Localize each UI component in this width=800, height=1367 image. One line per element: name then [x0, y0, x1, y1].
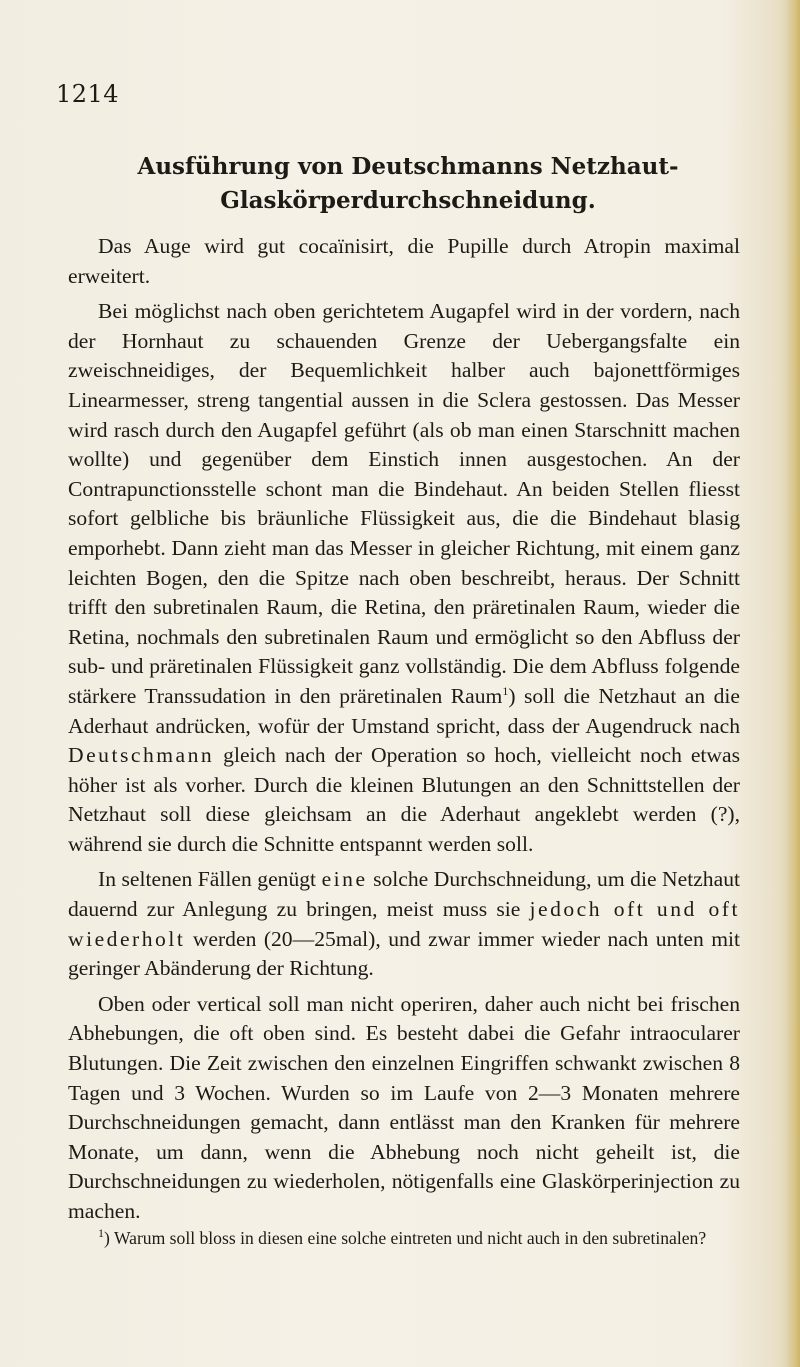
paragraph-3 [68, 865, 740, 983]
paragraph-1: Das Auge wird gut cocaïnisirt, die Pupille durch Atropin maximal erweitert. [68, 234, 740, 288]
section-title: Ausführung von Deutschmanns Netzhaut-Glaskörperdurchschneidung. [137, 153, 679, 214]
body-text [68, 232, 740, 1233]
paragraph-3-part-a: In seltenen Fällen genügt [98, 867, 317, 892]
footnote [68, 1225, 740, 1251]
footnote-text: ) Warum soll bloss in diesen eine solche eintreten und nicht auch in den subretinalen? [104, 1228, 707, 1248]
paragraph-2-part-b: ) soll die Netzhaut an die Aderhaut andrücken, wofür der Umstand spricht, dass der Augendruck nach [68, 683, 740, 738]
page-number: 1214 [56, 80, 120, 108]
paragraph-2-part-a: Bei möglichst nach oben gerichtetem Augapfel wird in der vordern, nach der Hornhaut zu schauenden Grenze der Uebergangsfalte ein zweischneidiges, der Bequemlichkeit halber auch bajonettförmiges Linearmesser, streng tangential aussen in die Sclera gestossen. Das Messer wird rasch durch den Augapfel geführt (als ob man einen Starschnitt machen wollte) und gegenüber dem Einstich innen ausgestochen. An der Contrapunctionsstelle schont man die Bindehaut. An beiden Stellen fliesst sofort gelbliche bis bräunliche Flüssigkeit aus, die die Bindehaut blasig emporhebt. Dann zieht man das Messer in gleicher Richtung, mit einem ganz leichten Bogen, den die Spitze nach oben beschreibt, heraus. Der Schnitt trifft den subretinalen Raum, die Retina, den präretinalen Raum, wieder die Retina, nochmals den subretinalen Raum und ermöglicht so den Abfluss der sub- und präretinalen Flüssigkeit ganz vollständig. Die dem Abfluss folgende stärkere Transsudation in den präretinalen Raum [68, 299, 740, 708]
footnote-paragraph [68, 1225, 740, 1251]
paragraph-2 [68, 297, 740, 859]
paragraph-3-part-b: solche Durchschneidung, um die Netzhaut dauernd zur Anlegung zu bringen, meist muss sie [68, 867, 740, 922]
footnote-marker: 1 [98, 1226, 104, 1241]
footnote-reference: 1 [502, 683, 509, 698]
paragraph-3-part-c: werden (20—25mal), und zwar immer wieder nach unten mit geringer Abänderung der Richtung. [68, 926, 740, 981]
paragraph-2-part-c: gleich nach der Operation so hoch, vielleicht noch etwas höher ist als vorher. Durch die kleinen Blutungen an den Schnittstellen der Netzhaut soll diese gleichsam an die Aderhaut angeklebt werden (?), während sie durch die Schnitte entspannt werden soll. [68, 743, 740, 856]
page-edge-shadow [786, 0, 800, 1367]
emphasis-eine: eine [321, 867, 368, 892]
author-name: Deutschmann [68, 743, 215, 768]
paragraph-4: Oben oder vertical soll man nicht operiren, daher auch nicht bei frischen Abhebungen, die oft oben sind. Es besteht dabei die Gefahr intraocularer Blutungen. Die Zeit zwischen den einzelnen Eingriffen schwankt zwischen 8 Tagen und 3 Wochen. Wurden so im Laufe von 2—3 Monaten mehrere Durchschneidungen gemacht, dann entlässt man den Kranken für mehrere Monate, um dann, wenn die Abhebung noch nicht geheilt ist, die Durchschneidungen zu wiederholen, nötigenfalls eine Glaskörperinjection zu machen. [68, 991, 740, 1223]
emphasis-jedoch: jedoch oft und oft wiederholt [68, 897, 740, 951]
